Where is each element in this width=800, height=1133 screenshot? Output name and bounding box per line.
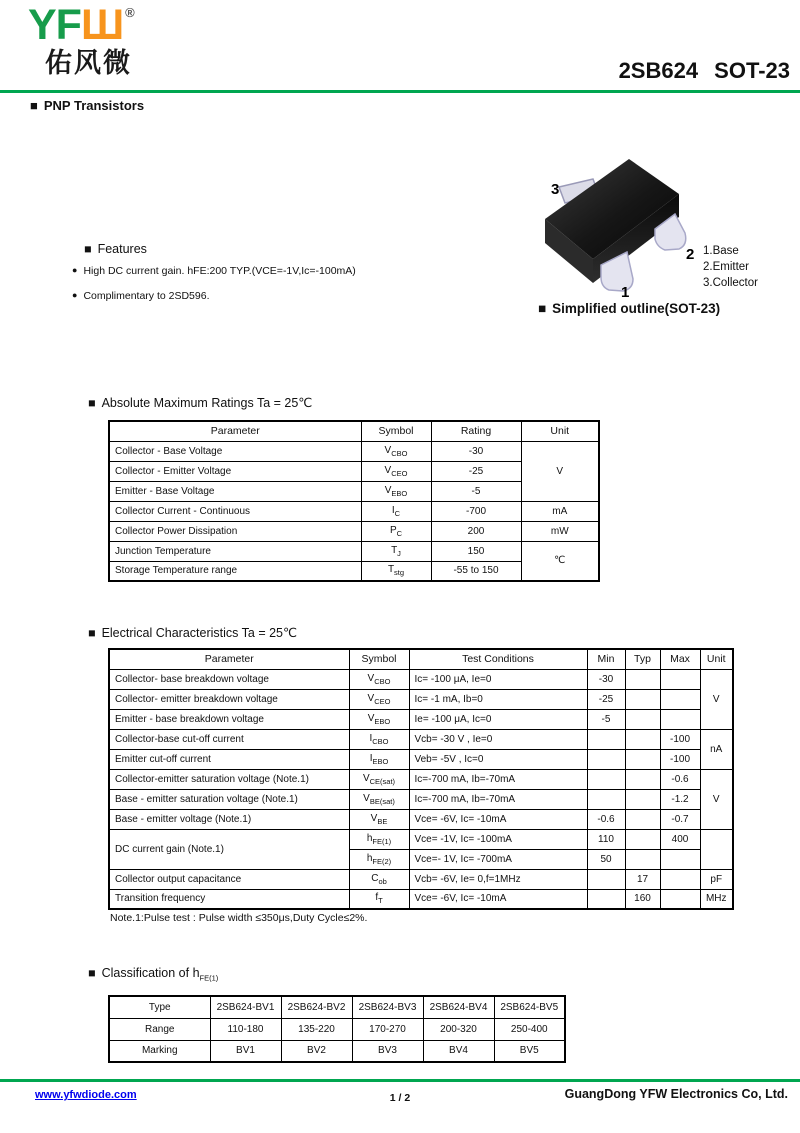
- table-row: Transition frequency $f_T$ Vce= -6V, Ic= -10mA 160 MHz: [109, 889, 733, 909]
- table-row: Base - emitter saturation voltage (Note.1) $V_{BE(sat)}$ Ic=-700 mA, Ib=-70mA -1.2: [109, 789, 733, 809]
- table-row: Marking BV1 BV2 BV3 BV4 BV5: [109, 1040, 565, 1062]
- pin-legend-base: 1.Base: [703, 245, 739, 257]
- pin3-label: 3: [551, 181, 560, 198]
- table-row: Junction Temperature $T_J$ 150 ℃: [109, 541, 599, 561]
- company-logo: [28, 1, 135, 78]
- pin-legend: [703, 243, 758, 291]
- header-rule: [0, 90, 800, 93]
- registered-trademark-icon: ®: [125, 5, 135, 20]
- feature-item: ● High DC current gain. hFE:200 TYP.(VCE=-1V,Ic=-100mA): [72, 265, 356, 277]
- unit-pf: pF: [700, 869, 733, 889]
- unit-blank: [700, 829, 733, 869]
- unit-ma: mA: [521, 501, 599, 521]
- col-rating: Rating: [431, 421, 521, 441]
- logo-w-glyph: Ш: [80, 1, 124, 49]
- bullet-icon: ●: [72, 265, 78, 275]
- col-symbol: Symbol: [361, 421, 431, 441]
- device-category: ■ PNP Transistors: [30, 98, 145, 113]
- unit-mhz: MHz: [700, 889, 733, 909]
- col-unit: Unit: [700, 649, 733, 669]
- table-header-row: [109, 421, 599, 441]
- unit-v: V: [700, 769, 733, 829]
- square-marker-icon: ■: [538, 301, 547, 316]
- col-min: Min: [587, 649, 625, 669]
- table-row: Collector - Emitter Voltage $V_{CEO}$ -25: [109, 461, 599, 481]
- abs-max-heading: ■ Absolute Maximum Ratings Ta = 25℃: [88, 396, 313, 410]
- company-name: GuangDong YFW Electronics Co, Ltd.: [564, 1087, 788, 1101]
- elec-table: [108, 648, 734, 910]
- classification-table: [108, 995, 566, 1063]
- table-row: Collector Current - Continuous $I_C$ -700 mA: [109, 501, 599, 521]
- square-marker-icon: ■: [88, 626, 96, 640]
- features-heading: ■ Features: [84, 242, 147, 256]
- pin-legend-collector: 3.Collector: [703, 277, 758, 289]
- table-row: Emitter cut-off current $I_{EBO}$ Veb= -5V , Ic=0 -100: [109, 749, 733, 769]
- col-unit: Unit: [521, 421, 599, 441]
- unit-v: V: [521, 441, 599, 501]
- unit-v: V: [700, 669, 733, 729]
- table-row: Collector- base breakdown voltage $V_{CBO}$ Ic= -100 μA, Ie=0 -30 V: [109, 669, 733, 689]
- table-row: Collector output capacitance $C_{ob}$ Vcb= -6V, Ie= 0,f=1MHz 17 pF: [109, 869, 733, 889]
- square-marker-icon: ■: [88, 966, 96, 980]
- table-row: Collector-base cut-off current $I_{CBO}$ Vcb= -30 V , Ie=0 -100 nA: [109, 729, 733, 749]
- square-marker-icon: ■: [84, 242, 92, 256]
- unit-mw: mW: [521, 521, 599, 541]
- table-row: Emitter - Base Voltage $V_{EBO}$ -5: [109, 481, 599, 501]
- website-link[interactable]: www.yfwdiode.com: [35, 1089, 137, 1101]
- col-parameter: Parameter: [109, 421, 361, 441]
- table-row: DC current gain (Note.1) $h_{FE(1)}$ Vce= -1V, Ic= -100mA 110 400: [109, 829, 733, 849]
- square-marker-icon: ■: [88, 396, 96, 410]
- table-row: Collector Power Dissipation $P_C$ 200 mW: [109, 521, 599, 541]
- table-row: Collector- emitter breakdown voltage $V_{CEO}$ Ic= -1 mA, Ib=0 -25: [109, 689, 733, 709]
- col-max: Max: [660, 649, 700, 669]
- row-label: Marking: [109, 1040, 210, 1062]
- table-row: Base - emitter voltage (Note.1) $V_{BE}$ Vce= -6V, Ic= -10mA -0.6 -0.7: [109, 809, 733, 829]
- col-symbol: Symbol: [349, 649, 409, 669]
- table-row: Emitter - base breakdown voltage $V_{EBO}$ Ie= -100 μA, Ic=0 -5: [109, 709, 733, 729]
- outline-caption: ■ Simplified outline(SOT-23): [538, 301, 721, 316]
- row-label: Range: [109, 1018, 210, 1040]
- sot23-package-drawing: [533, 153, 711, 303]
- pin1-label: 1: [621, 284, 630, 301]
- abs-max-table: [108, 420, 600, 582]
- table-row: Collector - Base Voltage $V_{CBO}$ -30 V: [109, 441, 599, 461]
- footer-rule: [0, 1079, 800, 1082]
- pulse-test-note: Note.1:Pulse test : Pulse width ≤350μs,Duty Cycle≤2%.: [110, 912, 368, 924]
- feature-item: ● Complimentary to 2SD596.: [72, 290, 210, 302]
- table-row: $h_{FE(2)}$ Vce=- 1V, Ic= -700mA 50: [109, 849, 733, 869]
- col-parameter: Parameter: [109, 649, 349, 669]
- table-row: Storage Temperature range $T_{stg}$ -55 to 150: [109, 561, 599, 581]
- pin-legend-emitter: 2.Emitter: [703, 261, 750, 273]
- logo-chinese-name: 佑风微: [45, 48, 132, 78]
- unit-celsius: ℃: [521, 541, 599, 581]
- table-row: Range 110-180 135-220 170-270 200-320 250-400: [109, 1018, 565, 1040]
- elec-heading: ■ Electrical Characteristics Ta = 25℃: [88, 626, 298, 640]
- col-typ: Typ: [625, 649, 660, 669]
- bullet-icon: ●: [72, 290, 78, 300]
- row-label: Type: [109, 996, 210, 1018]
- page-number: 1 / 2: [389, 1092, 411, 1104]
- pin2-label: 2: [686, 246, 695, 263]
- logo-yf-text: YF: [28, 1, 81, 49]
- table-row: Collector-emitter saturation voltage (Note.1) $V_{CE(sat)}$ Ic=-700 mA, Ib=-70mA -0.6 V: [109, 769, 733, 789]
- classification-heading: ■ Classification of $h_{FE(1)}$: [88, 966, 219, 983]
- table-header-row: [109, 649, 733, 669]
- square-marker-icon: ■: [30, 98, 38, 113]
- col-test-conditions: Test Conditions: [409, 649, 587, 669]
- unit-na: nA: [700, 729, 733, 769]
- part-number-title: 2SB624 SOT-23: [618, 58, 790, 83]
- table-row: Type 2SB624-BV1 2SB624-BV2 2SB624-BV3 2SB624-BV4 2SB624-BV5: [109, 996, 565, 1018]
